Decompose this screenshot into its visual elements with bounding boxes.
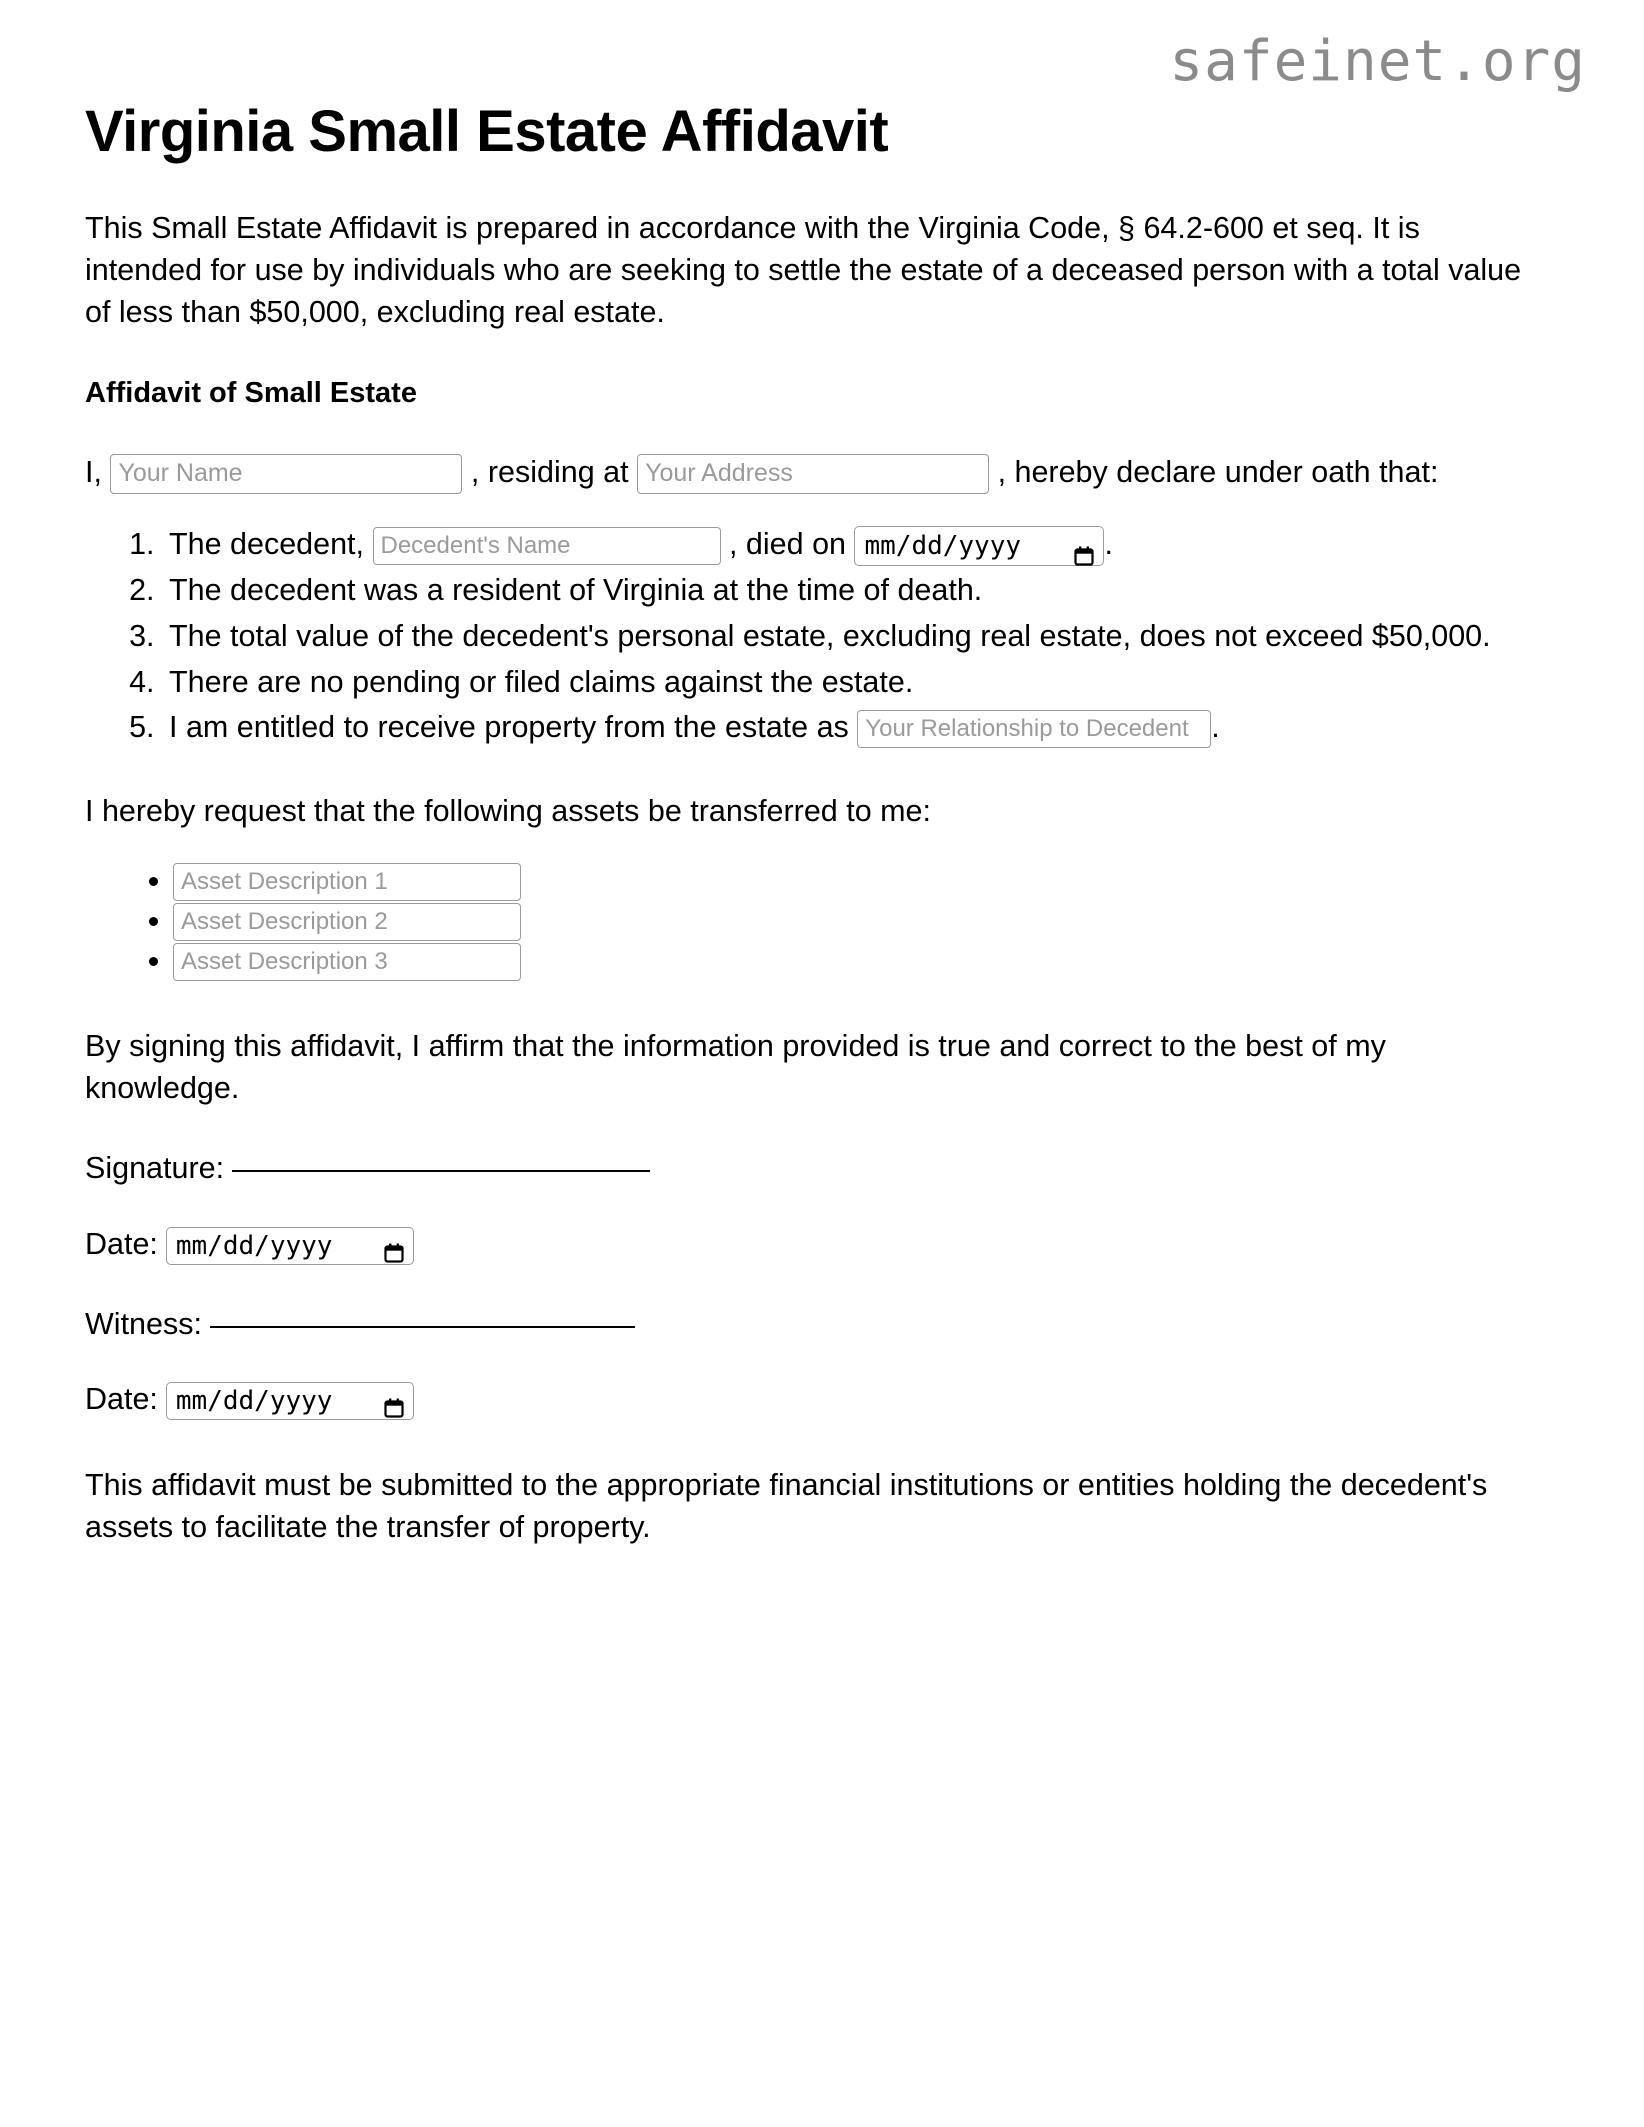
signature-date-row xyxy=(85,1225,1537,1265)
calendar-icon xyxy=(383,1390,405,1412)
signature-line[interactable] xyxy=(232,1169,650,1172)
affirmation-paragraph: By signing this affidavit, I affirm that the information provided is true and correct to the best of my knowledge. xyxy=(85,1028,1386,1106)
witness-date-input[interactable] xyxy=(166,1382,414,1420)
claim-5-prefix-text: I am entitled to receive property from the estate as xyxy=(169,710,849,745)
your-name-input[interactable] xyxy=(110,454,462,494)
claim-5-suffix-text: . xyxy=(1211,710,1220,745)
your-address-input[interactable] xyxy=(637,454,989,494)
claim-1-middle-text: , died on xyxy=(728,527,846,562)
witness-date-row xyxy=(85,1380,1537,1420)
footer-instructions: This affidavit must be submitted to the appropriate financial institutions or entities holding the decedent's assets to facilitate the transfer of property. xyxy=(85,1468,1488,1545)
asset-description-2-input[interactable] xyxy=(173,903,521,941)
claim-item-1 xyxy=(163,522,1537,567)
asset-list-item xyxy=(173,903,1537,941)
asset-description-1-input[interactable] xyxy=(173,863,521,901)
witness-line[interactable] xyxy=(210,1325,635,1328)
declaration-suffix-text: , hereby declare under oath that: xyxy=(997,454,1439,489)
document-content xyxy=(85,100,1537,1548)
calendar-icon xyxy=(1073,535,1095,557)
date-of-death-value: mm/dd/yyyy xyxy=(864,531,1022,562)
page-title: Virginia Small Estate Affidavit xyxy=(85,99,889,164)
witness-date-value: mm/dd/yyyy xyxy=(175,1386,333,1417)
claim-item-2: 2. The decedent was a resident of Virginia at the time of death. xyxy=(163,568,1537,613)
claim-1-suffix-text: . xyxy=(1104,527,1113,562)
claims-list xyxy=(85,522,1537,750)
assets-list xyxy=(85,863,1537,981)
declaration-statement xyxy=(85,449,1525,496)
declaration-prefix-text: I, xyxy=(85,454,102,489)
witness-date-label: Date: xyxy=(85,1382,158,1417)
declaration-middle-text: , residing at xyxy=(470,454,629,489)
claim-item-4: 4. There are no pending or filed claims against the estate. xyxy=(163,660,1537,705)
signature-row xyxy=(85,1149,1537,1189)
decedent-name-input[interactable] xyxy=(373,527,721,565)
asset-list-item xyxy=(173,943,1537,981)
signature-date-label: Date: xyxy=(85,1226,158,1261)
signature-label: Signature: xyxy=(85,1151,225,1186)
claim-item-3: 3. The total value of the decedent's personal estate, excluding real estate, does not exceed $50,000. xyxy=(163,614,1537,659)
claim-item-5 xyxy=(163,705,1537,750)
calendar-icon xyxy=(383,1235,405,1257)
date-of-death-input[interactable] xyxy=(854,526,1104,566)
witness-row xyxy=(85,1305,1537,1345)
claim-1-prefix-text: The decedent, xyxy=(169,527,365,562)
assets-request-line: I hereby request that the following assets be transferred to me: xyxy=(85,794,931,829)
witness-label: Witness: xyxy=(85,1306,202,1341)
signature-date-value: mm/dd/yyyy xyxy=(175,1230,333,1261)
asset-description-3-input[interactable] xyxy=(173,943,521,981)
section-heading-affidavit: Affidavit of Small Estate xyxy=(85,377,417,410)
intro-paragraph: This Small Estate Affidavit is prepared in accordance with the Virginia Code, § 64.2-600 et seq. It is intended for use by individuals who are seeking to settle the estate of a deceased person with a total value of less than $50,000, excluding real estate. xyxy=(85,210,1522,330)
relationship-to-decedent-input[interactable] xyxy=(857,710,1211,748)
site-watermark: safeinet.org xyxy=(1169,29,1586,94)
asset-list-item xyxy=(173,863,1537,901)
signature-date-input[interactable] xyxy=(166,1227,414,1265)
